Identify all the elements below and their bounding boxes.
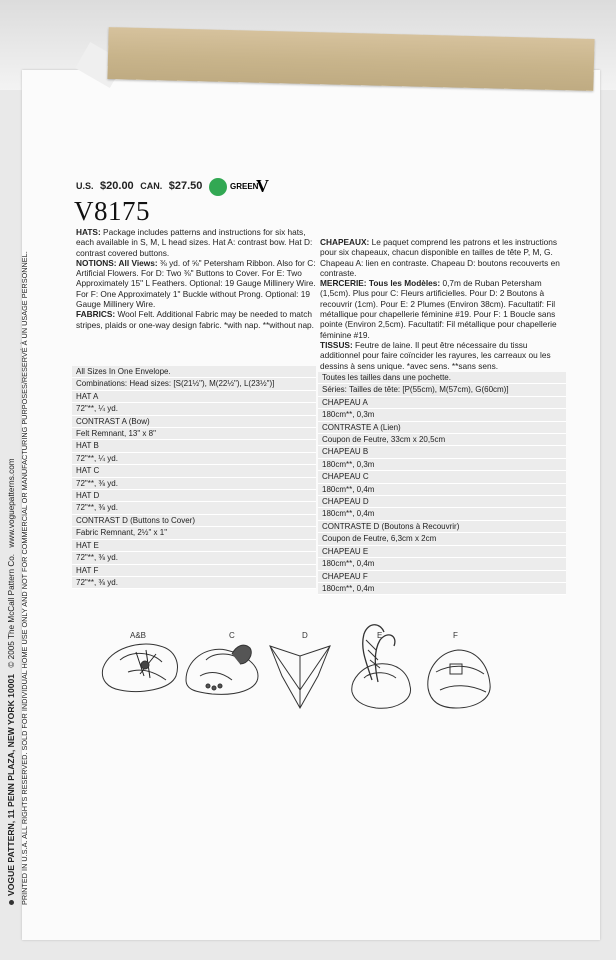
hat-label-c: C (229, 631, 235, 640)
us-label: U.S. (76, 181, 94, 191)
en-row: 72"**, ¼ yd. (72, 403, 316, 415)
fr-row: CHAPEAU D (318, 496, 566, 508)
en-row: HAT D (72, 490, 316, 502)
en-row: CONTRAST D (Buttons to Cover) (72, 515, 316, 527)
hat-e-drawing (352, 625, 411, 709)
bullet-icon (9, 900, 14, 905)
fr-row: CONTRASTE A (Lien) (318, 422, 566, 434)
fr-row: CHAPEAU C (318, 471, 566, 483)
fr-row: CHAPEAU A (318, 397, 566, 409)
fr-row: 180cm**, 0,4m (318, 558, 566, 570)
fr-row: Toutes les tailles dans une pochette. (318, 372, 566, 384)
fr-row: CONTRASTE D (Boutons à Recouvrir) (318, 521, 566, 533)
notions-text: ⅜ yd. of ⅝" Petersham Ribbon. Also for C: Artificial Flowers. For D: Two ⅜" Buttons to Cover. For E: Two Approximately 15" L Feathers. Optional: 19 Gauge Millinery Wire. For F: One Approximately 1" Buckle without Prong. Optional: 19 Gauge Millinery Wire. (76, 257, 316, 310)
hats-heading: HATS: (76, 227, 101, 237)
en-row: 72"**, ⅜ yd. (72, 478, 316, 490)
en-row: 72"**, ⅜ yd. (72, 502, 316, 514)
en-row: HAT F (72, 565, 316, 577)
publisher-address: VOGUE PATTERN, 11 PENN PLAZA, NEW YORK 10001 (6, 673, 16, 896)
en-row: 72"**, ⅜ yd. (72, 577, 316, 589)
hat-f-drawing (428, 650, 490, 708)
hat-label-f: F (453, 631, 458, 640)
hats-text: Package includes patterns and instructions for six hats, each available in S, M, L head sizes. Hat A: contrast bow. Hat D: contrast covered buttons. (76, 227, 313, 258)
can-label: CAN. (140, 181, 163, 191)
color-label: GREEN (230, 182, 259, 191)
fr-row: 180cm**, 0,3m (318, 409, 566, 421)
hat-label-ab: A&B (130, 631, 147, 640)
fr-row: 180cm**, 0,3m (318, 459, 566, 471)
can-price: $27.50 (168, 180, 203, 192)
side-imprint (6, 105, 16, 905)
en-row: Fabric Remnant, 2½" x 1" (72, 527, 316, 539)
fr-row: Coupon de Feutre, 33cm x 20,5cm (318, 434, 566, 446)
en-row: 72"**, ¼ yd. (72, 453, 316, 465)
fr-row: 180cm**, 0,4m (318, 508, 566, 520)
hat-ab-drawing (102, 644, 177, 691)
en-row: CONTRAST A (Bow) (72, 416, 316, 428)
chapeaux-heading: CHAPEAUX: (320, 237, 370, 247)
fabrics-heading: FABRICS: (76, 309, 116, 320)
notions-heading: NOTIONS: All Views: (76, 257, 158, 268)
copyright-text: © 2005 The McCall Pattern Co. (7, 553, 16, 668)
fr-row: 180cm**, 0,4m (318, 484, 566, 496)
tissus-text: Feutre de laine. Il peut être nécessaire du tissu additionnel pour faire coïncider les rayures, les carreaux ou les dessins à sens unique. *avec sens. **sans sens. (320, 339, 551, 371)
en-row: All Sizes In One Envelope. (72, 366, 316, 378)
hat-label-e: E (377, 631, 383, 640)
legal-imprint (20, 105, 29, 905)
mercerie-heading: MERCERIE: Tous les Modèles: (320, 278, 441, 289)
fabrics-text: Wool Felt. Additional Fabric may be needed to match stripes, plaids or one-way design fabric. *with nap. **without nap. (76, 309, 314, 330)
mercerie-text: 0,7m de Ruban Petersham (1,5cm). Plus pour C: Fleurs artificielles. Pour D: 2 Boutons à recouvrir (1cm). Pour E: 2 Plumes (Environ 38cm). Facultatif: Fil métallique pour chapellerie féminine #19. Pour F: 1 Boucle sans pointe (Environ 2,5cm). Facultatif: Fil métallique pour chapellerie féminine #19. (320, 278, 557, 340)
vogue-v-mark: V (256, 176, 269, 196)
hat-c-drawing (186, 645, 258, 694)
pattern-number: V8175 (74, 196, 150, 226)
en-row: 72"**, ⅜ yd. (72, 552, 316, 564)
en-row: HAT C (72, 465, 316, 477)
fr-row: CHAPEAU E (318, 546, 566, 558)
fr-row: Coupon de Feutre, 6,3cm x 2cm (318, 533, 566, 545)
website-text: www.voguepatterns.com (7, 458, 16, 548)
fr-row: CHAPEAU B (318, 446, 566, 458)
fr-row: 180cm**, 0,4m (318, 583, 566, 595)
en-row: HAT A (72, 391, 316, 403)
legal-text: PRINTED IN U.S.A. ALL RIGHTS RESERVED. SOLD FOR INDIVIDUAL HOME USE ONLY AND NOT FOR COMMERCIAL OR MANUFACTURING PURPOSES/RESERVÉ À UN USAGE PERSONNEL. (20, 251, 29, 905)
fr-row: Séries: Tailles de tête: [P(55cm), M(57cm), G(60cm)] (318, 384, 566, 396)
en-row: Felt Remnant, 13" x 8" (72, 428, 316, 440)
chapeaux-text: Le paquet comprend les patrons et les instructions pour six chapeaux, chacun disponible en tailles de tête P, M, G. Chapeau A: lien en contraste. Chapeau D: boutons recouverts en contraste. (320, 237, 560, 278)
fr-row: CHAPEAU F (318, 571, 566, 583)
en-row: HAT B (72, 440, 316, 452)
tissus-heading: TISSUS: (320, 339, 353, 350)
en-row: Combinations: Head sizes: [S(21½"), M(22½"), L(23½")] (72, 378, 316, 390)
en-row: HAT E (72, 540, 316, 552)
hat-label-d: D (302, 631, 308, 640)
us-price: $20.00 (100, 180, 134, 192)
hat-d-drawing (270, 646, 330, 708)
